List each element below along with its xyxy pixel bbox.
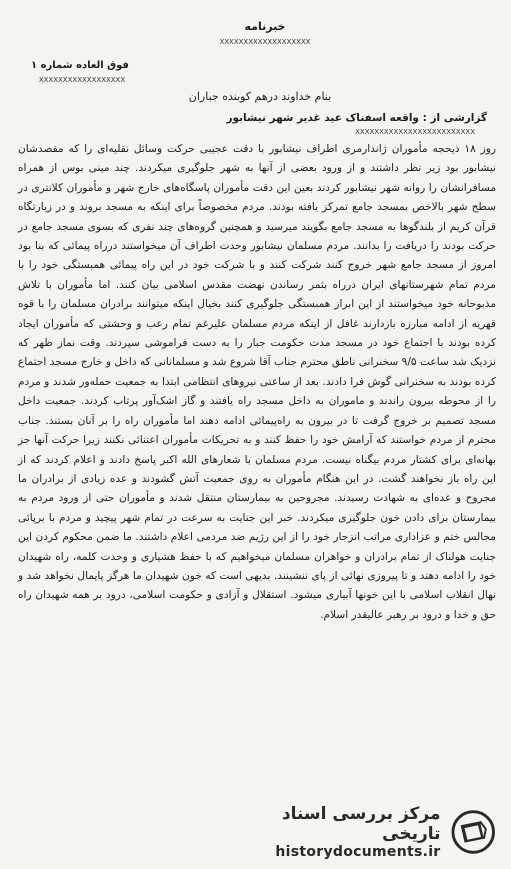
watermark-text: [225, 804, 441, 860]
report-body-paragraph: روز ۱۸ ذیحجه مأموران ژاندارمری اطراف نیشابور با دقت عجیبی حرکت وسائل نقلیه‌ای را که مقصدشان نیشابور بود زیر نظر داشتند و از ورود بعضی از آنها به شهر جلوگیری میکردند. چند مینی بوس از همراه مسافرانشان را روانه شهر نیشابور کردند بعین این دقت مأموران پاسگاه‌های خارج شهر و مأموران کلانتری در سطح شهر بالاخص بمسجد جامع تمرکز یافته بودند. مردم مخصوصاً برای اینکه به مسجد بروند و در زیارتگاه قرآن کریم از بلندگوها به مسجد جامع بگویند میرسید و همچنین گروه‌های چند نفری که بسوی مسجد جامع در حرکت بودند را دریافت را بدانند. مردم مسلمان نیشابور وحدت اطراف آن میخواستند درراه پیمائی که بنا بود امروز از مسجد جامع شهر خروج کنند شرکت کنند و با شرکت خود در این راه پیمائی همبستگی خود را با مردم تمام شهرستانهای ایران درراه بثمر رساندن نهضت مقدس اسلامی بیان کنند. اما مأموران با تلاش مذبوحانه خود میخواستند از این ابراز همبستگی جلوگیری کنند بخیال اینکه میتوانند برادران مسلمان را با قوه قهریه از ادامه مبارزه بازدارند غافل از اینکه مردم مسلمان علیرغم تمام رعب و وحشتی که مأموران ایجاد کرده بودند با اجتماع خود در مسجد مدت حکومت جبار را به دست فراموشی سپردند. وقت نماز ظهر که نزدیک شد ساعت ۹/۵ سخنرانی ناطق محترم جناب آقا شروع شد و مسلمانانی که داخل و خارج مسجد اجتماع کرده بودند به سخنرانی گوش فرا دادند. بعد از ساعتی نیروهای انتظامی ابتدا به جمعیت حمله‌ور شدند و مردم را از محوطه بیرون راندند و ماموران به داخل مسجد راه یافتند و گاز اشک‌آور پرتاب کردند. جمعیت داخل مسجد تصمیم بر خروج گرفت تا در بیرون به راه‌پیمائی ادامه دهند اما مأموران راه را بر آنان بستند. جناب محترم از مردم خواستند که آرامش خود را حفظ کنند و به تحریکات مأموران اعتنائی نکنند زیرا حرکت آنها جز بهانه‌ای برای کشتار مردم بیگناه نیست. مردم مسلمان با شعارهای الله اکبر پاسخ دادند و اعلام کردند که از این راه باز نخواهند گشت. در این هنگام مأموران به روی جمعیت آتش گشودند و عده زیادی از برادران ما مجروح و عده‌ای به شهادت رسیدند. مجروحین به بیمارستان منتقل شدند و مأموران حتی از ورود مردم به بیمارستان برای دادن خون جلوگیری میکردند. خبر این جنایت به سرعت در تمام شهر پیچید و مردم با برپائی مجالس ختم و عزاداری مراتب انزجار خود را از این رژیم ضد مردمی اعلام داشتند. ما ضمن محکوم کردن این جنایت هولناک از تمام برادران و خواهران مسلمان میخواهیم که با حفظ هشیاری و وحدت کلمه، راه شهیدان خود را ادامه دهند و تا پیروزی نهائی از پای ننشینند. بدیهی است که خون شهیدان ما هرگز پایمال نخواهد شد و نهال انقلاب اسلامی با این خونها آبیاری میشود. استقلال و آزادی و حکومت اسلامی، درود بر همه شهیدان راه حق و خدا و درود بر رهبر عالیقدر اسلام.: [18, 143, 496, 621]
watermark-name: مرکز بررسی اسناد تاریخی: [281, 804, 441, 844]
reference-number: فوق العاده شماره ۱: [31, 60, 129, 71]
report-subject: گزارشی از : واقعه اسفناک عید غدیر شهر نیشابور: [226, 112, 487, 124]
subject-underline: XXXXXXXXXXXXXXXXXXXXXXXXX: [355, 128, 475, 136]
archive-watermark: [225, 803, 495, 861]
report-body: [18, 140, 496, 625]
watermark-url: historydocuments.ir: [275, 844, 441, 860]
archive-logo-icon: [451, 809, 495, 855]
reference-underline: XXXXXXXXXXXXXXXXXX: [38, 76, 126, 84]
basmala-line: بنام خداوند درهم کوبنده جباران: [188, 90, 332, 103]
title-underline: XXXXXXXXXXXXXXXXXXX: [219, 38, 311, 46]
document-title: خبرنامه: [244, 20, 286, 33]
